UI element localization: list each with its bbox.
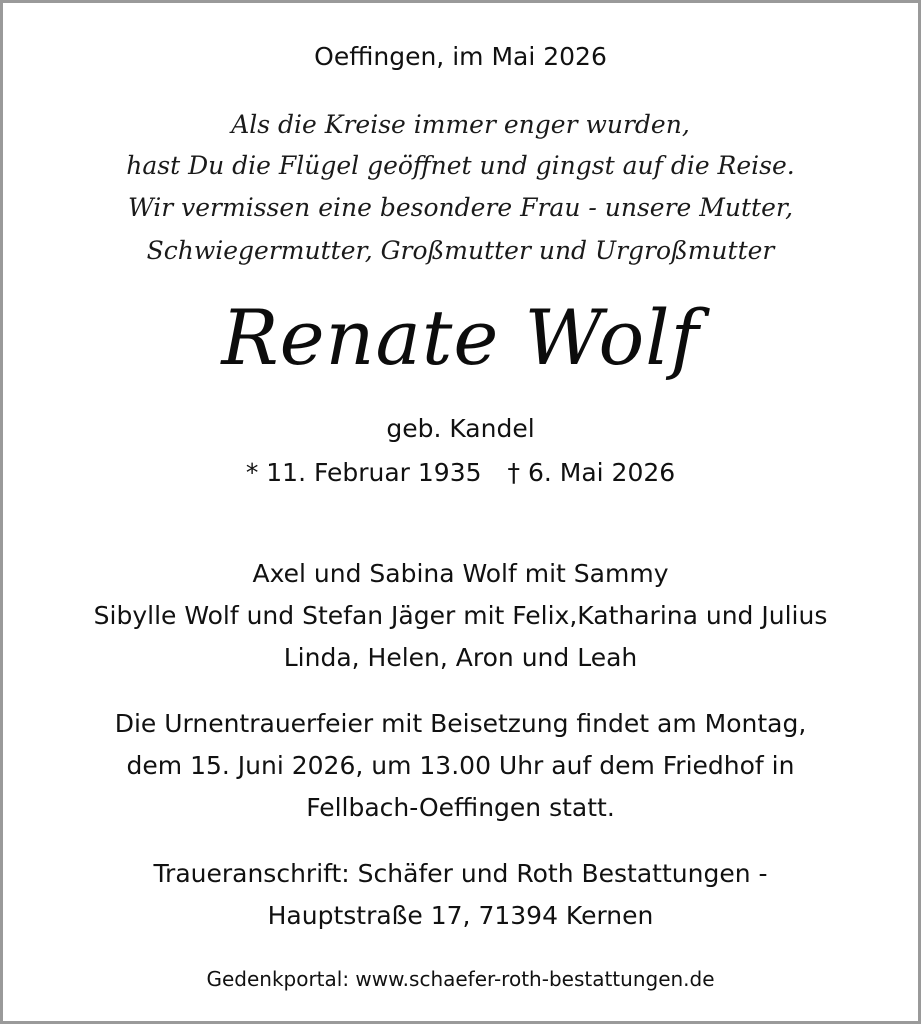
family-line-2: Sibylle Wolf und Stefan Jäger mit Felix,Katharina und Julius <box>93 601 828 630</box>
ceremony-line-2: dem 15. Juni 2026, um 13.00 Uhr auf dem Friedhof in <box>126 751 795 780</box>
place-date: Oeffingen, im Mai 2026 <box>314 42 607 71</box>
ceremony-line-1: Die Urnentrauerfeier mit Beisetzung findet am Montag, <box>114 709 807 738</box>
poem-line-2: hast Du die Flügel geöffnet und gingst auf die Reise. <box>126 151 795 180</box>
maiden-name: geb. Kandel <box>386 414 535 443</box>
life-dates <box>0 460 921 485</box>
poem-line-1: Als die Kreise immer enger wurden, <box>231 110 690 139</box>
memorial-portal: Gedenkportal: www.schaefer-roth-bestattungen.de <box>206 967 715 991</box>
family-line-1: Axel und Sabina Wolf mit Sammy <box>252 559 669 588</box>
ceremony-line-3: Fellbach-Oeffingen statt. <box>306 793 615 822</box>
death-date: † 6. Mai 2026 <box>507 458 676 487</box>
family-line-3: Linda, Helen, Aron und Leah <box>283 643 638 672</box>
poem-line-4: Schwiegermutter, Großmutter und Urgroßmutter <box>146 236 775 265</box>
address-line-1: Traueranschrift: Schäfer und Roth Bestattungen - <box>153 859 768 888</box>
poem-line-3: Wir vermissen eine besondere Frau - unsere Mutter, <box>127 193 794 222</box>
deceased-name: Renate Wolf <box>221 293 700 382</box>
address-line-2: Hauptstraße 17, 71394 Kernen <box>267 901 654 930</box>
birth-date: * 11. Februar 1935 <box>245 458 482 487</box>
